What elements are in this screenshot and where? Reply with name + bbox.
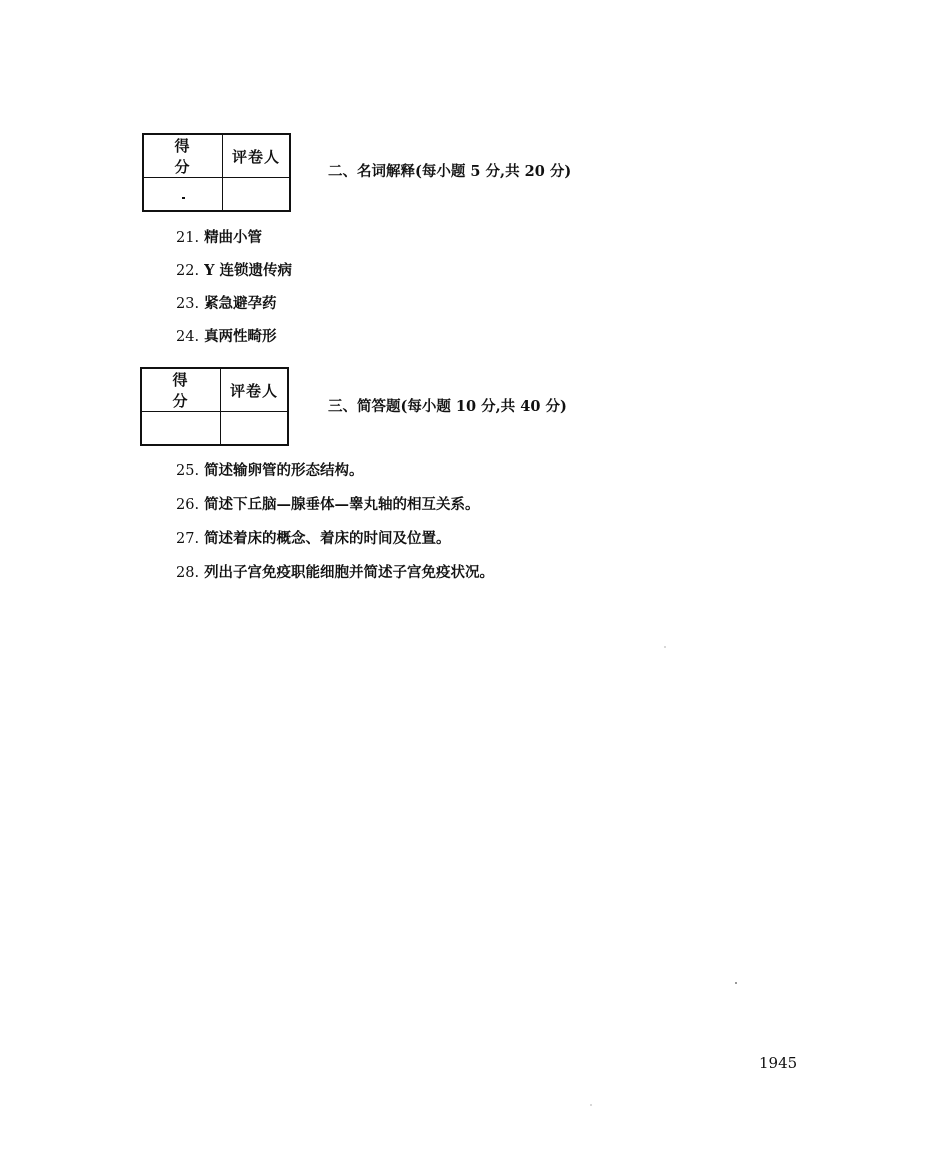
- item-number: 23.: [176, 296, 200, 312]
- score-cell: [143, 178, 223, 212]
- item-number: 28.: [176, 565, 200, 581]
- item-number: 27.: [176, 531, 200, 547]
- list-item: [176, 561, 494, 582]
- score-box-section3: [140, 367, 289, 446]
- item-number: 24.: [176, 329, 200, 345]
- grader-cell: [221, 412, 289, 446]
- scan-speck: [735, 982, 737, 984]
- item-text: 精曲小管: [204, 229, 263, 246]
- scan-speck: [590, 1104, 592, 1106]
- grader-cell: [223, 178, 291, 212]
- grader-header: 评卷人: [221, 368, 289, 412]
- grader-header: 评卷人: [223, 134, 291, 178]
- list-item: [176, 459, 364, 480]
- score-cell: [141, 412, 221, 446]
- item-text: 紧急避孕药: [204, 295, 277, 312]
- page-number: 1945: [759, 1054, 798, 1072]
- list-item: [176, 292, 277, 313]
- section2-title: 二、名词解释(每小题 5 分,共 20 分): [328, 163, 572, 180]
- item-text: 简述输卵管的形态结构。: [204, 462, 364, 479]
- item-number: 22.: [176, 263, 200, 279]
- item-text: Y 连锁遗传病: [204, 262, 292, 279]
- item-text: 真两性畸形: [204, 328, 277, 345]
- score-header: 得 分: [141, 368, 221, 412]
- list-item: [176, 493, 480, 514]
- item-number: 25.: [176, 463, 200, 479]
- list-item: [176, 259, 292, 280]
- item-number: 26.: [176, 497, 200, 513]
- list-item: [176, 226, 262, 247]
- score-header: 得 分: [143, 134, 223, 178]
- item-text: 列出子宫免疫职能细胞并简述子宫免疫状况。: [204, 564, 495, 581]
- section3-title: 三、简答题(每小题 10 分,共 40 分): [328, 398, 567, 415]
- item-number: 21.: [176, 230, 200, 246]
- list-item: [176, 527, 451, 548]
- item-text: 简述着床的概念、着床的时间及位置。: [204, 530, 451, 547]
- list-item: [176, 325, 277, 346]
- scan-speck: [664, 646, 666, 648]
- tick-mark: [182, 197, 185, 199]
- score-box-section2: [142, 133, 291, 212]
- item-text: 简述下丘脑—腺垂体—睾丸轴的相互关系。: [204, 496, 480, 513]
